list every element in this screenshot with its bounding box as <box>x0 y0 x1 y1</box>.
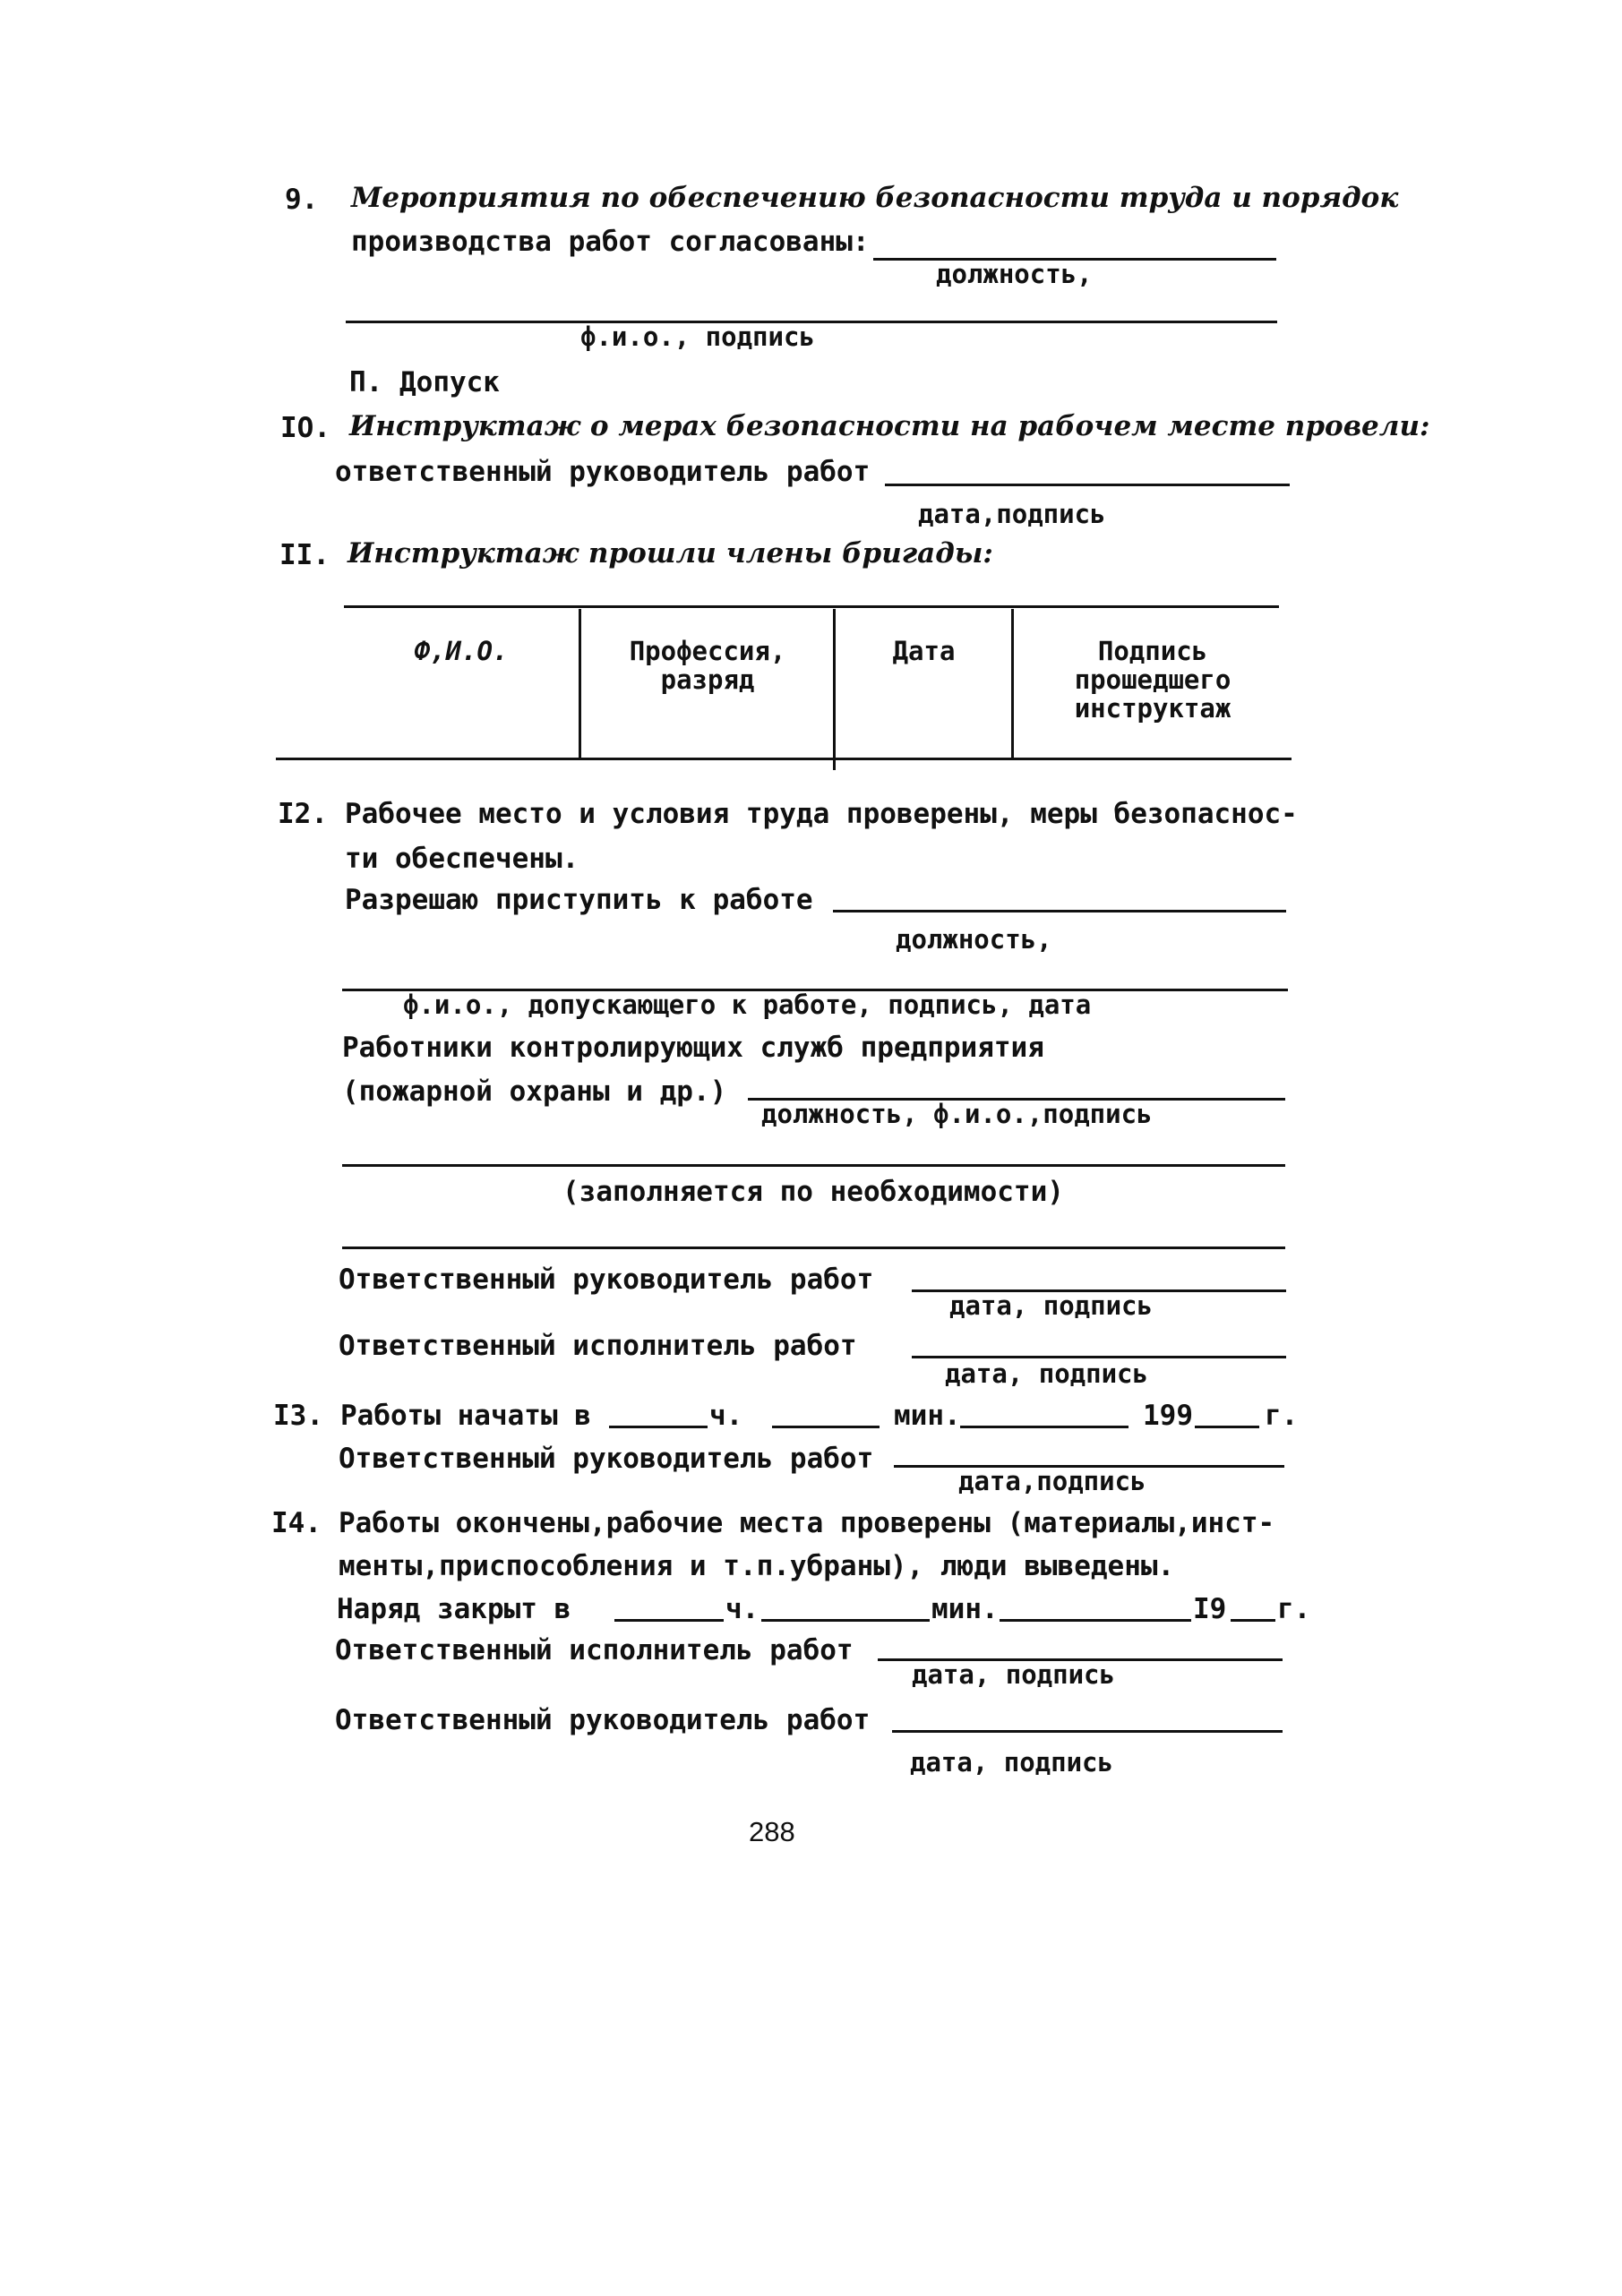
item13-minutes-unit: мин. <box>894 1400 961 1432</box>
table-header-profession: Профессия, разряд <box>629 636 786 695</box>
item10-number: IO. <box>280 412 330 444</box>
item12-fio-caption: ф.и.о., допускающего к работе, подпись, дата <box>403 990 1092 1020</box>
table-header-fio: Ф,И.О. <box>414 636 509 666</box>
item13-year-field[interactable] <box>1195 1426 1259 1428</box>
item13-year-unit: г. <box>1265 1400 1299 1432</box>
item11-text-line1: Инструктаж прошли члены бригады: <box>348 537 993 570</box>
item13-resp-manager-caption: дата,подпись <box>958 1466 1146 1496</box>
item12-resp-manager-label: Ответственный руководитель работ <box>339 1264 874 1296</box>
item12-note: (заполняется по необходимости) <box>562 1176 1064 1208</box>
table-header-date: Дата <box>892 636 956 666</box>
item11-number: II. <box>279 539 330 571</box>
item13-start-label: Работы начаты в <box>340 1400 591 1432</box>
item14-resp-executor-label: Ответственный исполнитель работ <box>335 1634 854 1666</box>
item14-text-line2: менты,приспособления и т.п.убраны), люди выведены. <box>339 1550 1175 1582</box>
table-col-divider-1 <box>579 609 581 758</box>
item12-extra-field-2[interactable] <box>342 1247 1285 1249</box>
item14-resp-manager-label: Ответственный руководитель работ <box>335 1704 871 1736</box>
item12-resp-manager-caption: дата, подпись <box>949 1290 1153 1321</box>
item10-text-line1: Инструктаж о мерах безопасности на рабочем месте провели: <box>349 410 1430 442</box>
item14-year-unit: г. <box>1277 1593 1311 1625</box>
table-col-divider-2 <box>833 609 836 770</box>
item14-hours-unit: ч. <box>725 1593 760 1625</box>
item12-resp-executor-label: Ответственный исполнитель работ <box>339 1330 857 1362</box>
item9-number: 9. <box>285 184 319 216</box>
item14-hours-field[interactable] <box>614 1619 724 1622</box>
item12-control-services-line1: Работники контролирующих служб предприятия <box>342 1032 1044 1064</box>
item12-control-services-line2: (пожарной охраны и др.) <box>342 1075 727 1108</box>
item14-resp-manager-caption: дата, подпись <box>910 1747 1113 1778</box>
item13-number: I3. <box>273 1400 323 1432</box>
item12-number: I2. <box>278 798 328 830</box>
table-col-divider-3 <box>1011 609 1014 758</box>
item14-year-prefix: I9 <box>1193 1593 1227 1625</box>
item14-resp-manager-field[interactable] <box>892 1730 1283 1733</box>
item14-closed-label: Наряд закрыт в <box>337 1593 571 1625</box>
section-title: П. Допуск <box>349 366 500 398</box>
item12-text-line1: Рабочее место и условия труда проверены, меры безопаснос- <box>345 798 1298 830</box>
item12-control-caption: должность, ф.и.о.,подпись <box>761 1099 1153 1129</box>
item10-text-line2: ответственный руководитель работ <box>335 456 871 488</box>
item13-hours-field[interactable] <box>609 1426 708 1428</box>
item12-position-caption: должность, <box>896 924 1052 955</box>
table-top-rule <box>344 605 1279 608</box>
item13-resp-manager-label: Ответственный руководитель работ <box>339 1443 874 1475</box>
item14-resp-executor-caption: дата, подпись <box>912 1659 1115 1690</box>
item9-position-caption: должность, <box>936 259 1093 289</box>
table-bottom-rule <box>276 758 1292 760</box>
item13-hours-unit: ч. <box>709 1400 743 1432</box>
item9-fio-caption: ф.и.о., подпись <box>580 321 815 352</box>
item10-caption: дата,подпись <box>918 499 1106 529</box>
item13-minutes-field[interactable] <box>772 1426 880 1428</box>
item14-year-field[interactable] <box>1231 1619 1275 1622</box>
item10-signature-field[interactable] <box>885 484 1290 486</box>
item14-minutes-field[interactable] <box>761 1619 930 1622</box>
item9-text-line2: производства работ согласованы: <box>351 226 870 258</box>
table-header-signature: Подпись прошедшего инструктаж <box>1074 636 1232 724</box>
item14-number: I4. <box>271 1507 322 1539</box>
item9-text-line1: Мероприятия по обеспечению безопасности труда и порядок <box>351 182 1399 214</box>
item14-date-field[interactable] <box>1000 1619 1191 1622</box>
item13-date-field[interactable] <box>960 1426 1129 1428</box>
item12-permit-label: Разрешаю приступить к работе <box>345 884 813 916</box>
item12-text-line2: ти обеспечены. <box>345 843 579 875</box>
item12-resp-executor-caption: дата, подпись <box>945 1358 1148 1389</box>
item13-year-prefix: 199 <box>1143 1400 1193 1432</box>
item14-text-line1: Работы окончены,рабочие места проверены (материалы,инст- <box>339 1507 1275 1539</box>
page-number: 288 <box>749 1816 795 1847</box>
item14-minutes-unit: мин. <box>931 1593 999 1625</box>
item12-extra-field[interactable] <box>342 1164 1285 1167</box>
item12-position-field[interactable] <box>833 910 1286 912</box>
